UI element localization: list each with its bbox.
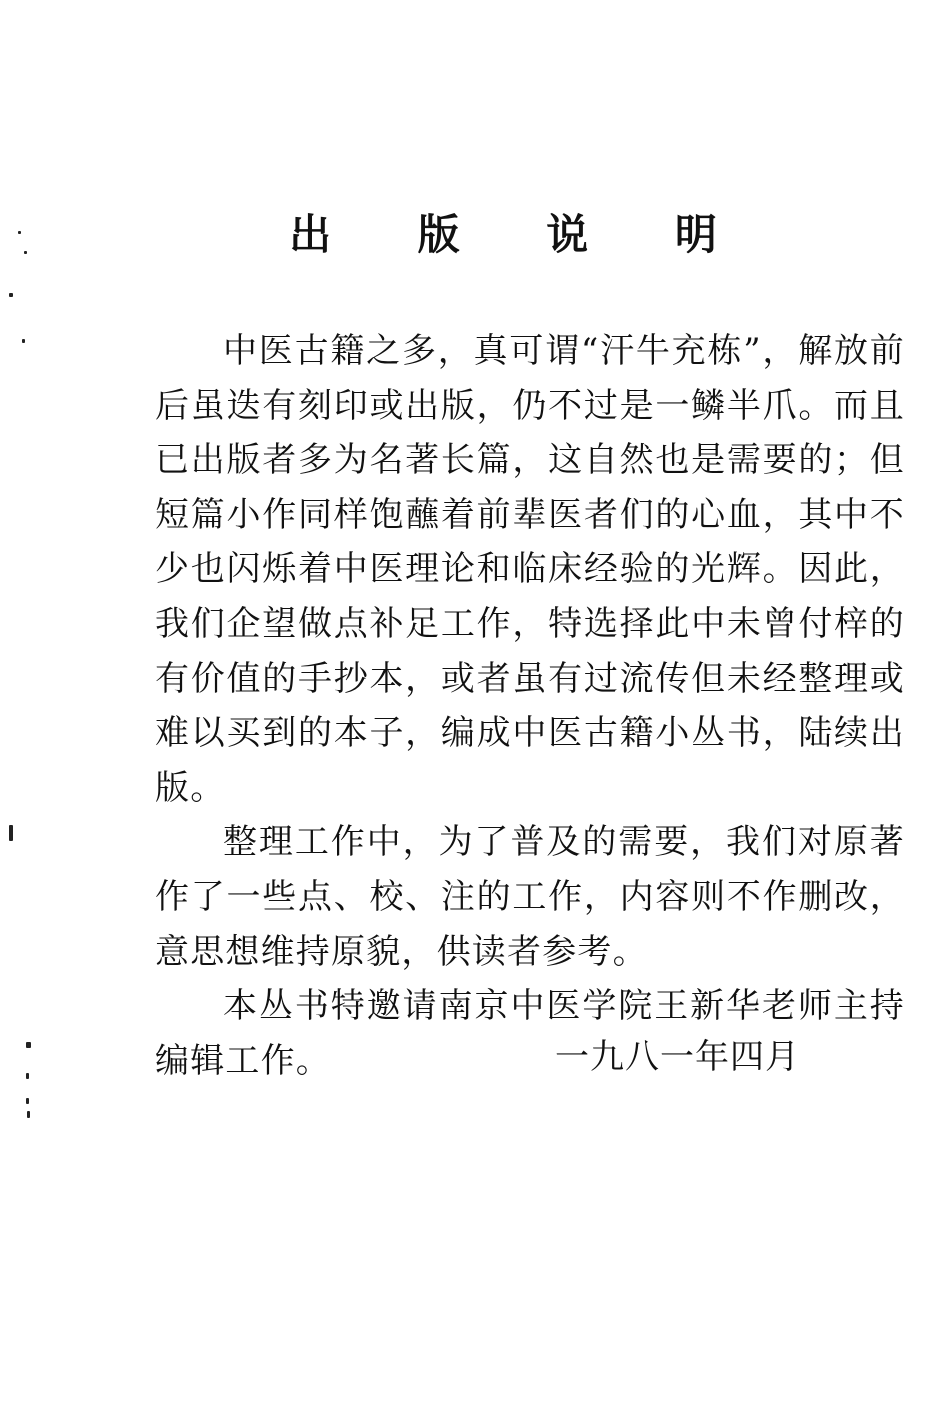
scan-mark bbox=[9, 293, 13, 297]
scan-mark bbox=[22, 339, 25, 343]
paragraph-3: 本丛书特邀请南京中医学院王新华老师主持编辑工作。 bbox=[155, 986, 905, 1081]
scan-mark bbox=[24, 251, 27, 254]
scan-mark bbox=[26, 1042, 31, 1048]
page-title: 出 版 说 明 bbox=[289, 210, 753, 259]
scan-mark bbox=[26, 1098, 29, 1104]
scan-mark bbox=[9, 825, 13, 841]
paragraph-1: 中医古籍之多，真可谓“汗牛充栋”，解放前后虽迭有刻印或出版，仍不过是一鳞半爪。而且已出版者多为名著长篇，这自然也是需要的；但短篇小作同样饱蘸着前辈医者们的心血，其中不少也闪烁着中医理论和临床经验的光辉。因此，我们企望做点补足工作，特选择此中未曾付梓的有价值的手抄本，或者虽有过流传但未经整理或难以买到的本子，编成中医古籍小丛书，陆续出版。 bbox=[155, 331, 905, 808]
scan-mark bbox=[26, 1073, 29, 1079]
date-line: 一九八一年四月 bbox=[555, 1037, 800, 1077]
paragraph-2: 整理工作中，为了普及的需要，我们对原著作了一些点、校、注的工作，内容则不作删改，意思想维持原貌，供读者参考。 bbox=[155, 822, 905, 972]
scan-mark bbox=[18, 231, 21, 234]
document-body bbox=[155, 324, 905, 1088]
scan-mark bbox=[27, 1111, 30, 1118]
